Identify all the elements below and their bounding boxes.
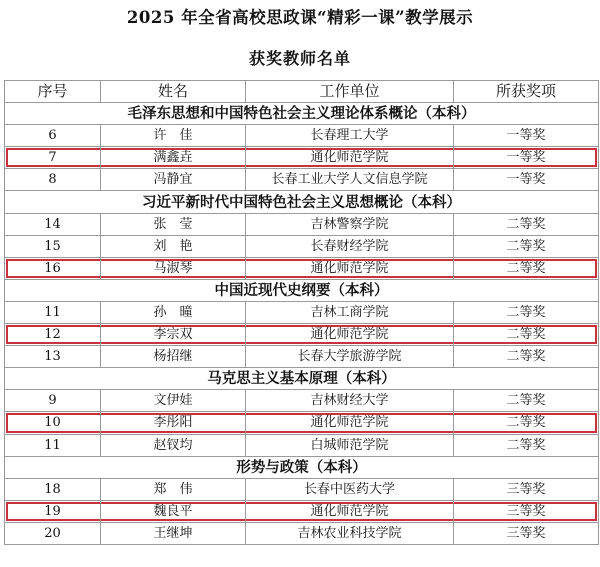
section-row bbox=[5, 103, 599, 125]
cell-number: 9 bbox=[5, 390, 101, 412]
section-row bbox=[5, 191, 599, 213]
cell-award: 二等奖 bbox=[454, 434, 599, 456]
cell-award: 二等奖 bbox=[454, 257, 599, 279]
table-header-row bbox=[5, 81, 599, 103]
cell-number: 18 bbox=[5, 478, 101, 500]
cell-name: 王继坤 bbox=[101, 522, 246, 544]
cell-unit: 通化师范学院 bbox=[246, 257, 454, 279]
cell-name: 文伊娃 bbox=[101, 390, 246, 412]
document-title: 2025 年全省高校思政课“精彩一课”教学展示 bbox=[126, 8, 474, 27]
cell-name: 马淑琴 bbox=[101, 257, 246, 279]
section-row bbox=[5, 368, 599, 390]
cell-unit: 吉林财经大学 bbox=[246, 390, 454, 412]
award-table bbox=[4, 80, 599, 545]
cell-award: 一等奖 bbox=[454, 125, 599, 147]
cell-unit: 长春理工大学 bbox=[246, 125, 454, 147]
cell-unit: 长春财经学院 bbox=[246, 235, 454, 257]
table-row bbox=[5, 235, 599, 257]
award-table-body bbox=[5, 103, 599, 545]
cell-award: 三等奖 bbox=[454, 522, 599, 544]
cell-name: 李彤阳 bbox=[101, 412, 246, 434]
header-award: 所获奖项 bbox=[454, 81, 599, 103]
table-row bbox=[5, 522, 599, 544]
cell-name: 冯静宜 bbox=[101, 169, 246, 191]
cell-number: 6 bbox=[5, 125, 101, 147]
highlighted-table-row bbox=[5, 147, 599, 169]
cell-number: 11 bbox=[5, 434, 101, 456]
cell-name: 许 佳 bbox=[101, 125, 246, 147]
cell-unit: 长春大学旅游学院 bbox=[246, 346, 454, 368]
cell-unit: 长春工业大学人文信息学院 bbox=[246, 169, 454, 191]
table-row bbox=[5, 390, 599, 412]
highlighted-table-row bbox=[5, 324, 599, 346]
section-title: 形势与政策（本科） bbox=[5, 456, 599, 478]
cell-number: 15 bbox=[5, 235, 101, 257]
table-row bbox=[5, 213, 599, 235]
cell-award: 二等奖 bbox=[454, 213, 599, 235]
header-unit: 工作单位 bbox=[246, 81, 454, 103]
cell-name: 刘 艳 bbox=[101, 235, 246, 257]
section-title: 中国近现代史纲要（本科） bbox=[5, 279, 599, 301]
cell-award: 二等奖 bbox=[454, 390, 599, 412]
cell-name: 孙 曈 bbox=[101, 301, 246, 323]
section-title: 毛泽东思想和中国特色社会主义理论体系概论（本科） bbox=[5, 103, 599, 125]
cell-number: 19 bbox=[5, 500, 101, 522]
cell-award: 三等奖 bbox=[454, 478, 599, 500]
cell-award: 二等奖 bbox=[454, 301, 599, 323]
cell-award: 二等奖 bbox=[454, 412, 599, 434]
cell-unit: 吉林农业科技学院 bbox=[246, 522, 454, 544]
cell-unit: 白城师范学院 bbox=[246, 434, 454, 456]
cell-name: 李宗双 bbox=[101, 324, 246, 346]
cell-number: 16 bbox=[5, 257, 101, 279]
cell-name: 郑 伟 bbox=[101, 478, 246, 500]
document-subtitle: 获奖教师名单 bbox=[248, 49, 351, 68]
cell-name: 杨招继 bbox=[101, 346, 246, 368]
cell-name: 满鑫垚 bbox=[101, 147, 246, 169]
table-row bbox=[5, 346, 599, 368]
section-title: 习近平新时代中国特色社会主义思想概论（本科） bbox=[5, 191, 599, 213]
cell-unit: 通化师范学院 bbox=[246, 324, 454, 346]
header-name: 姓名 bbox=[101, 81, 246, 103]
cell-unit: 通化师范学院 bbox=[246, 147, 454, 169]
cell-number: 13 bbox=[5, 346, 101, 368]
cell-name: 赵钗均 bbox=[101, 434, 246, 456]
highlighted-table-row bbox=[5, 412, 599, 434]
cell-award: 二等奖 bbox=[454, 235, 599, 257]
cell-number: 7 bbox=[5, 147, 101, 169]
cell-name: 张 莹 bbox=[101, 213, 246, 235]
cell-number: 10 bbox=[5, 412, 101, 434]
cell-award: 三等奖 bbox=[454, 500, 599, 522]
table-row bbox=[5, 125, 599, 147]
table-row bbox=[5, 434, 599, 456]
cell-award: 一等奖 bbox=[454, 147, 599, 169]
cell-number: 14 bbox=[5, 213, 101, 235]
cell-award: 一等奖 bbox=[454, 169, 599, 191]
cell-number: 20 bbox=[5, 522, 101, 544]
cell-number: 12 bbox=[5, 324, 101, 346]
header-number: 序号 bbox=[5, 81, 101, 103]
highlighted-table-row bbox=[5, 257, 599, 279]
cell-unit: 通化师范学院 bbox=[246, 412, 454, 434]
cell-award: 二等奖 bbox=[454, 324, 599, 346]
cell-unit: 吉林工商学院 bbox=[246, 301, 454, 323]
table-row bbox=[5, 478, 599, 500]
cell-number: 8 bbox=[5, 169, 101, 191]
section-row bbox=[5, 456, 599, 478]
cell-award: 二等奖 bbox=[454, 346, 599, 368]
cell-unit: 长春中医药大学 bbox=[246, 478, 454, 500]
section-row bbox=[5, 279, 599, 301]
cell-name: 魏良平 bbox=[101, 500, 246, 522]
cell-number: 11 bbox=[5, 301, 101, 323]
section-title: 马克思主义基本原理（本科） bbox=[5, 368, 599, 390]
highlighted-table-row bbox=[5, 500, 599, 522]
cell-unit: 吉林警察学院 bbox=[246, 213, 454, 235]
table-row bbox=[5, 301, 599, 323]
cell-unit: 通化师范学院 bbox=[246, 500, 454, 522]
table-row bbox=[5, 169, 599, 191]
